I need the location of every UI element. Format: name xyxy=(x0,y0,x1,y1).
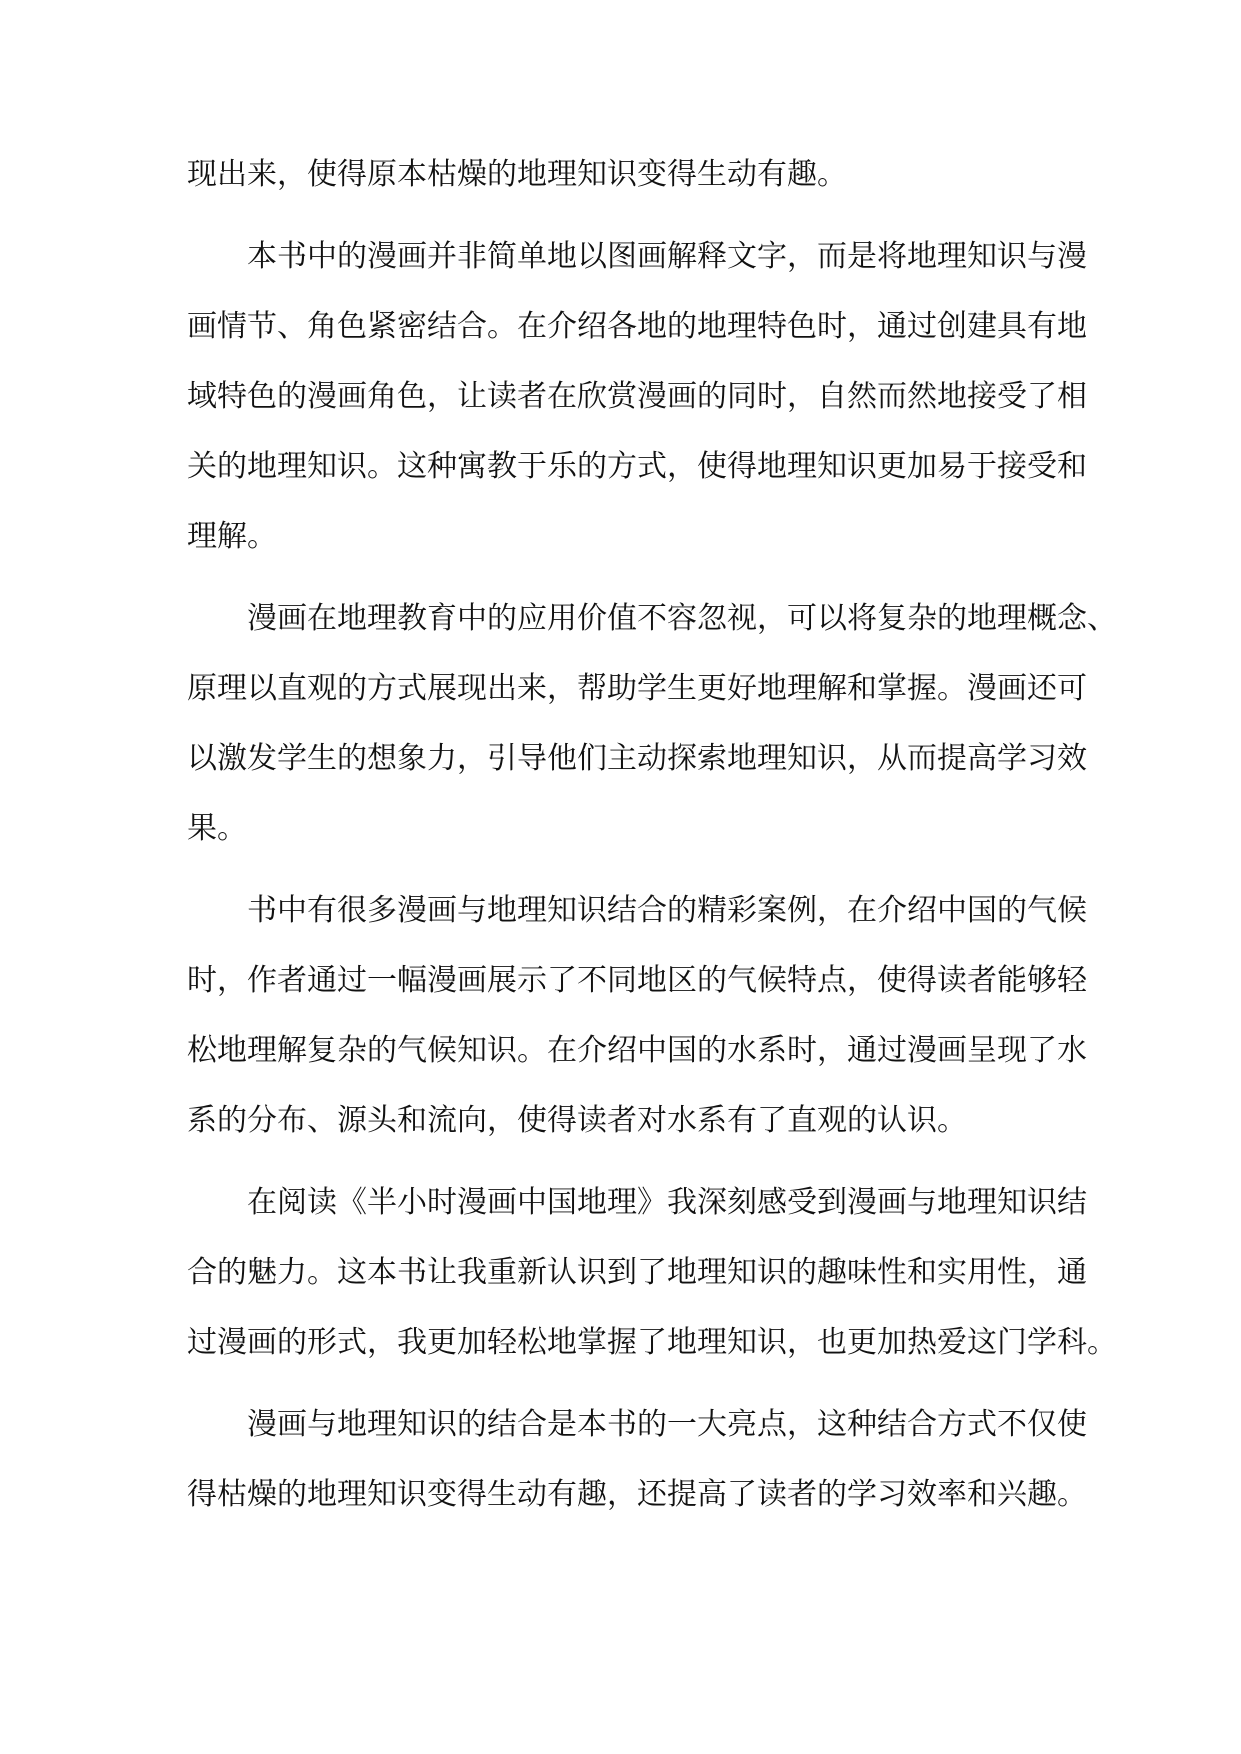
text-line: 原理以直观的方式展现出来，帮助学生更好地理解和掌握。漫画还可 xyxy=(187,671,1087,706)
text-line: 画情节、角色紧密结合。在介绍各地的地理特色时，通过创建具有地 xyxy=(187,309,1087,344)
text-line: 系的分布、源头和流向，使得读者对水系有了直观的认识。 xyxy=(187,1103,967,1138)
body-text xyxy=(187,140,1117,1530)
text-line: 书中有很多漫画与地理知识结合的精彩案例，在介绍中国的气候 xyxy=(247,893,1087,928)
text-line: 现出来，使得原本枯燥的地理知识变得生动有趣。 xyxy=(187,157,847,192)
text-line: 果。 xyxy=(187,811,247,846)
text-line: 漫画与地理知识的结合是本书的一大亮点，这种结合方式不仅使 xyxy=(247,1407,1087,1442)
text-line: 在阅读《半小时漫画中国地理》我深刻感受到漫画与地理知识结 xyxy=(247,1185,1087,1220)
text-line: 域特色的漫画角色，让读者在欣赏漫画的同时，自然而然地接受了相 xyxy=(187,379,1087,414)
text-line: 理解。 xyxy=(187,519,277,554)
text-line: 得枯燥的地理知识变得生动有趣，还提高了读者的学习效率和兴趣。 xyxy=(187,1477,1087,1512)
text-line: 时，作者通过一幅漫画展示了不同地区的气候特点，使得读者能够轻 xyxy=(187,963,1087,998)
text-line: 漫画在地理教育中的应用价值不容忽视，可以将复杂的地理概念、 xyxy=(247,601,1117,636)
text-line: 松地理解复杂的气候知识。在介绍中国的水系时，通过漫画呈现了水 xyxy=(187,1033,1087,1068)
text-line: 以激发学生的想象力，引导他们主动探索地理知识，从而提高学习效 xyxy=(187,741,1087,776)
text-line: 合的魅力。这本书让我重新认识到了地理知识的趣味性和实用性，通 xyxy=(187,1255,1087,1290)
text-line: 本书中的漫画并非简单地以图画解释文字，而是将地理知识与漫 xyxy=(247,239,1087,274)
text-line: 关的地理知识。这种寓教于乐的方式，使得地理知识更加易于接受和 xyxy=(187,449,1087,484)
text-line: 过漫画的形式，我更加轻松地掌握了地理知识，也更加热爱这门学科。 xyxy=(187,1325,1117,1360)
